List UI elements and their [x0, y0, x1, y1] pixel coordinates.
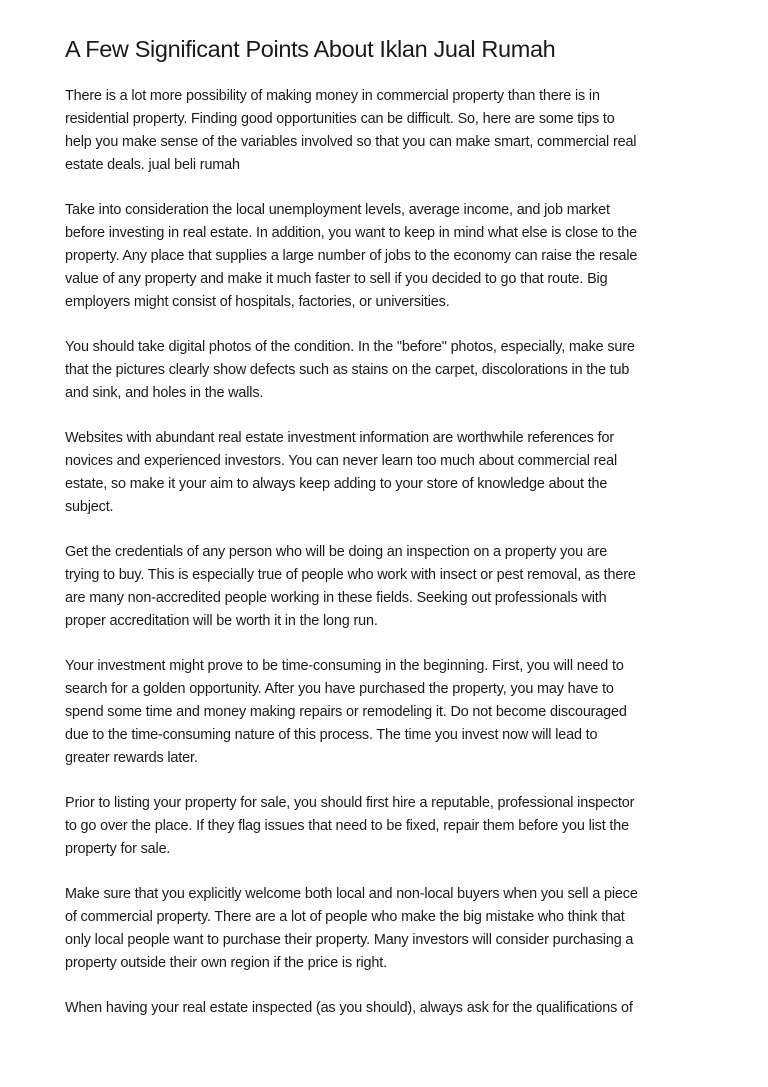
paragraph-8 — [65, 883, 715, 975]
text-line: subject. — [65, 499, 114, 515]
text-line: proper accreditation will be worth it in the long run. — [65, 613, 378, 629]
text-line: to go over the place. If they flag issues that need to be fixed, repair them before you list the — [65, 818, 629, 834]
text-line: only local people want to purchase their property. Many investors will consider purchasing a — [65, 932, 634, 948]
page-title: A Few Significant Points About Iklan Jual Rumah — [65, 36, 556, 62]
text-line: estate deals. jual beli rumah — [65, 157, 240, 173]
text-line: residential property. Finding good opportunities can be difficult. So, here are some tips to — [65, 111, 615, 127]
paragraph-7 — [65, 792, 715, 861]
paragraph-2 — [65, 199, 715, 314]
text-line: Your investment might prove to be time-consuming in the beginning. First, you will need to — [65, 658, 624, 674]
text-line: Websites with abundant real estate investment information are worthwhile references for — [65, 430, 615, 446]
text-line: Make sure that you explicitly welcome both local and non-local buyers when you sell a piece — [65, 886, 638, 902]
text-line: employers might consist of hospitals, factories, or universities. — [65, 294, 450, 310]
text-line: of commercial property. There are a lot of people who make the big mistake who think that — [65, 909, 625, 925]
text-line: that the pictures clearly show defects such as stains on the carpet, discolorations in the tub — [65, 362, 630, 378]
paragraph-3 — [65, 336, 715, 405]
paragraph-9 — [65, 997, 715, 1020]
text-line: are many non-accredited people working in these fields. Seeking out professionals with — [65, 590, 607, 606]
text-line: Get the credentials of any person who will be doing an inspection on a property you are — [65, 544, 608, 560]
text-line: before investing in real estate. In addition, you want to keep in mind what else is close to the — [65, 225, 637, 241]
text-line: You should take digital photos of the condition. In the "before" photos, especially, make sure — [65, 339, 635, 355]
text-line: greater rewards later. — [65, 750, 198, 766]
text-line: trying to buy. This is especially true of people who work with insect or pest removal, as there — [65, 567, 636, 583]
text-line: There is a lot more possibility of making money in commercial property than there is in — [65, 88, 600, 104]
text-line: property for sale. — [65, 841, 171, 857]
text-line: due to the time-consuming nature of this process. The time you invest now will lead to — [65, 727, 598, 743]
text-line: novices and experienced investors. You can never learn too much about commercial real — [65, 453, 618, 469]
text-line: When having your real estate inspected (as you should), always ask for the qualifications of — [65, 1000, 633, 1016]
text-line: property. Any place that supplies a large number of jobs to the economy can raise the resale — [65, 248, 638, 264]
text-line: spend some time and money making repairs or remodeling it. Do not become discouraged — [65, 704, 627, 720]
paragraph-5 — [65, 541, 715, 633]
text-line: search for a golden opportunity. After you have purchased the property, you may have to — [65, 681, 614, 697]
text-line: Take into consideration the local unemployment levels, average income, and job market — [65, 202, 610, 218]
article-body — [65, 85, 715, 1042]
paragraph-1 — [65, 85, 715, 177]
paragraph-6 — [65, 655, 715, 770]
text-line: Prior to listing your property for sale, you should first hire a reputable, professional inspector — [65, 795, 635, 811]
text-line: help you make sense of the variables involved so that you can make smart, commercial real — [65, 134, 637, 150]
text-line: estate, so make it your aim to always keep adding to your store of knowledge about the — [65, 476, 608, 492]
text-line: and sink, and holes in the walls. — [65, 385, 264, 401]
paragraph-4 — [65, 427, 715, 519]
text-line: value of any property and make it much faster to sell if you decided to go that route. Big — [65, 271, 608, 287]
text-line: property outside their own region if the price is right. — [65, 955, 387, 971]
